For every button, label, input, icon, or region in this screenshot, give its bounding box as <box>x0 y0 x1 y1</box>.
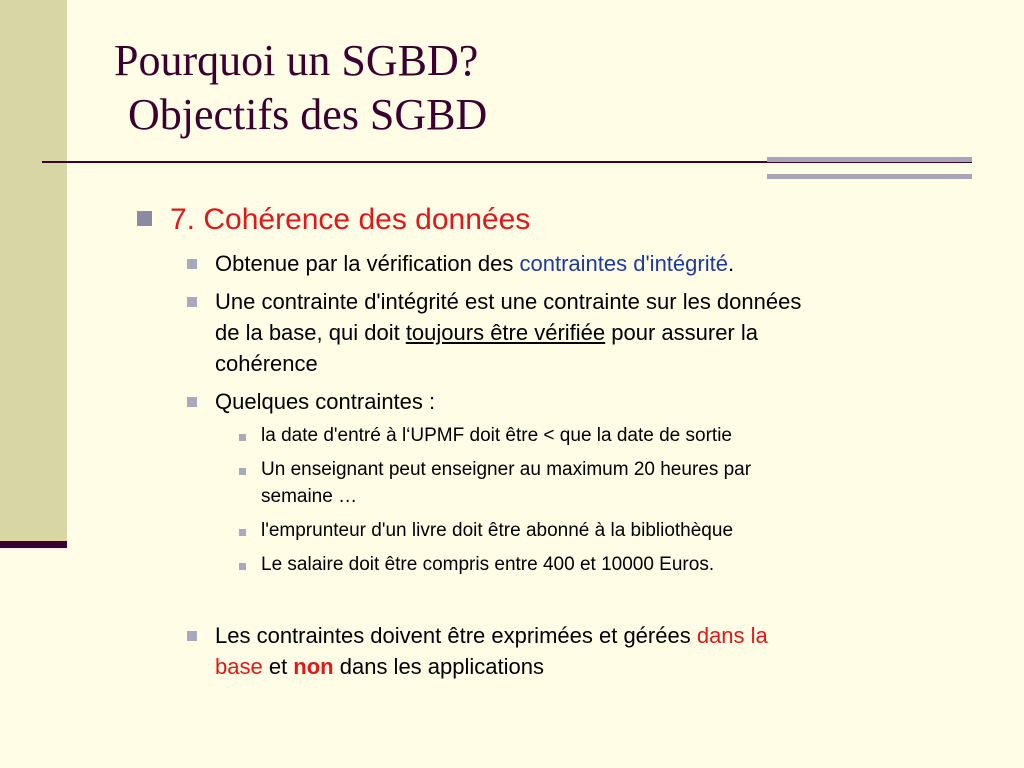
sub-bullet-4: Le salaire doit être compris entre 400 et 10000 Euros. <box>261 554 715 575</box>
section-heading: 7. Cohérence des données <box>170 203 531 236</box>
underlined-phrase: toujours être vérifiée <box>405 320 606 345</box>
bullet-punct: . <box>727 251 735 276</box>
level3-bullet-icon <box>239 434 246 441</box>
bullet-text: Obtenue par la vérification des <box>215 251 520 276</box>
bullet-examples: Quelques contraintes : <box>215 389 436 414</box>
sub-bullet-2-line2: semaine … <box>261 486 358 507</box>
bullet-management-line1 <box>215 623 768 649</box>
level2-bullet-icon <box>187 297 197 307</box>
level2-bullet-icon <box>187 397 197 407</box>
text-segment: et <box>262 654 294 679</box>
level3-bullet-icon <box>239 563 246 570</box>
sub-bullet-1: la date d'entré à l‘UPMF doit être < que la date de sortie <box>261 425 732 446</box>
text-segment: Les contraintes doivent être exprimées et gérées <box>215 623 697 648</box>
text-segment: pour assurer la <box>605 320 758 345</box>
bullet-definition-line1: Une contrainte d'intégrité est une contrainte sur les données <box>215 289 802 314</box>
level3-bullet-icon <box>239 529 246 536</box>
sub-bullet-2-line1: Un enseignant peut enseigner au maximum 20 heures par <box>261 459 752 480</box>
level1-bullet-icon <box>137 211 152 226</box>
title-line-2: Objectifs des SGBD <box>128 90 488 139</box>
level2-bullet-icon <box>187 259 197 269</box>
bullet-definition-line2 <box>215 320 758 346</box>
title-line-1: Pourquoi un SGBD? <box>114 36 479 85</box>
bullet-definition-line3: cohérence <box>215 351 318 376</box>
text-segment: dans les applications <box>333 654 544 679</box>
level2-bullet-icon <box>187 631 197 641</box>
text-segment: de la base, qui doit <box>215 320 406 345</box>
bullet-integrity <box>215 251 734 277</box>
highlight-in-database: dans la <box>696 623 768 648</box>
bullet-management-line2 <box>215 654 544 680</box>
emphasis-non: non <box>293 654 334 679</box>
level3-bullet-icon <box>239 468 246 475</box>
highlight-base: base <box>215 654 263 679</box>
sub-bullet-3: l'emprunteur d'un livre doit être abonné à la bibliothèque <box>261 520 734 541</box>
integrity-constraints-term: contraintes d'intégrité <box>519 251 728 276</box>
